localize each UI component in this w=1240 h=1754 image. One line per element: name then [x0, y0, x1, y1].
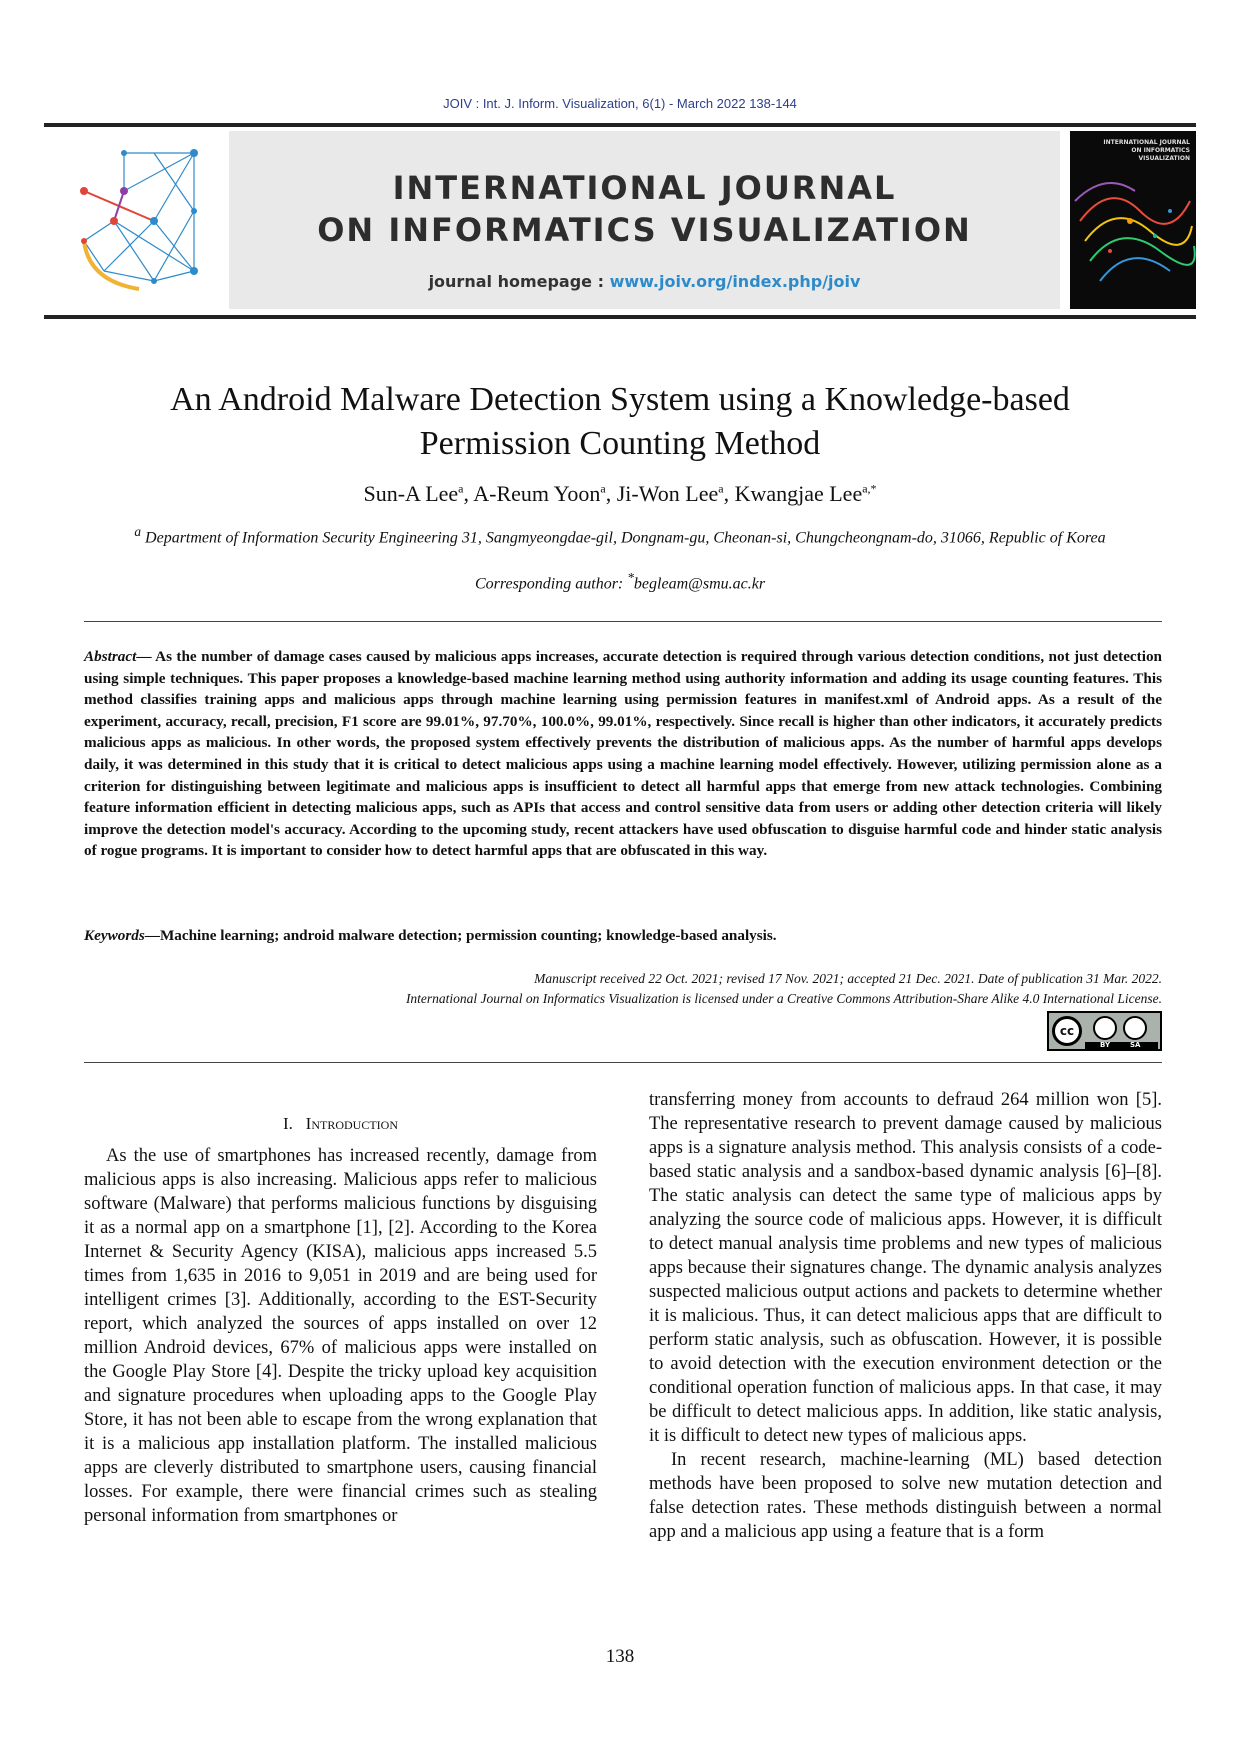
journal-reference: JOIV : Int. J. Inform. Visualization, 6(1) - March 2022 138-144	[443, 96, 797, 111]
abstract	[84, 646, 1162, 862]
paper-title-line1: An Android Malware Detection System using a Knowledge-based	[170, 381, 1070, 418]
page-number: 138	[605, 1646, 635, 1667]
journal-title-line2: ON INFORMATICS VISUALIZATION	[317, 211, 972, 249]
cc-license-badge[interactable]	[1047, 1011, 1162, 1051]
keywords	[84, 927, 1162, 945]
corresponding-author	[0, 570, 1240, 593]
journal-banner	[229, 131, 1060, 309]
affiliation-mark: a	[134, 524, 142, 539]
section-number: I.	[283, 1114, 293, 1133]
body-paragraph: In recent research, machine-learning (ML) based detection methods have been proposed to solve new mutation detection and false detection rates. These methods distinguish between a normal app and a malicious app using a feature that is a form	[649, 1450, 1162, 1542]
keywords-label: Keywords	[84, 927, 145, 944]
abstract-bottom-rule	[84, 1062, 1162, 1063]
attribution-icon	[1093, 1016, 1117, 1040]
paper-title	[0, 378, 1240, 466]
by-label: BY	[1100, 1041, 1111, 1049]
corresponding-mark: *	[627, 570, 634, 585]
license-statement: International Journal on Informatics Visualization is licensed under a Creative Commons Attribution-Share Alike 4.0 International License.	[405, 991, 1162, 1006]
author-affiliation-mark: a	[718, 481, 724, 496]
banner-top-rule	[44, 123, 1196, 127]
section-title: Introduction	[305, 1114, 398, 1133]
abstract-label: Abstract	[84, 648, 137, 665]
section-heading-introduction	[84, 1114, 597, 1134]
manuscript-dates: Manuscript received 22 Oct. 2021; revised 17 Nov. 2021; accepted 21 Dec. 2021. Date of publication 31 Mar. 2022.	[534, 971, 1162, 986]
author-name: Ji-Won Lee	[616, 481, 719, 506]
journal-logo	[44, 131, 224, 309]
corresponding-email[interactable]: begleam@smu.ac.kr	[633, 575, 766, 593]
affiliation	[120, 521, 1120, 548]
paper-title-line2: Permission Counting Method	[419, 425, 821, 462]
sa-label: SA	[1130, 1041, 1141, 1049]
license-label-bar	[1085, 1042, 1158, 1050]
abstract-dash: —	[136, 648, 156, 665]
journal-homepage	[229, 272, 1060, 291]
cc-icon: cc	[1052, 1016, 1082, 1046]
author-affiliation-mark: a	[600, 481, 606, 496]
right-column	[649, 1088, 1162, 1544]
homepage-link[interactable]: www.joiv.org/index.php/joiv	[609, 272, 861, 291]
cover-journal-name: INTERNATIONAL JOURNAL ON INFORMATICS VISUALIZATION	[1103, 139, 1190, 162]
abstract-text: As the number of damage cases caused by malicious apps increases, accurate detection is required through various detection conditions, not just detection using simple techniques. This paper proposes a knowledge-based machine learning method using authority information and adding its usage counting features. This method classifies training apps and malicious apps through machine learning using permission features in manifest.xml of Android apps. As a result of the experiment, accuracy, recall, precision, F1 score are 99.01%, 97.70%, 100.0%, 99.01%, respectively. Since recall is higher than other indicators, it accurately predicts malicious apps as malicious. In other words, the proposed system effectively prevents the distribution of malicious apps. As the number of harmful apps develops daily, it was determined in this study that it is critical to detect malicious apps using a machine learning model effectively. However, utilizing permission alone as a criterion for distinguishing between legitimate and malicious apps is insufficient to detect all harmful apps that emerge from new attack technologies. Combining feature information efficient in detecting malicious apps, such as APIs that access and control sensitive data from users or adding other detection criteria will likely improve the detection model's accuracy. According to the upcoming study, recent attackers have used obfuscation to disguise harmful code and hinder static analysis of rogue programs. It is important to consider how to detect harmful apps that are obfuscated in this way.	[84, 648, 1162, 860]
keywords-dash: —	[144, 927, 160, 944]
left-column	[84, 1144, 597, 1528]
author-list: Sun-A Lee$^a$, A-Reum Yoon$^a$, Ji-Won Lee$^a$, Kwangjae Lee$^{a,*}$	[363, 481, 877, 506]
journal-cover-image	[1070, 131, 1196, 309]
keywords-text: Machine learning; android malware detection; permission counting; knowledge-based analysis.	[159, 927, 777, 944]
author-affiliation-mark: a,*	[862, 481, 877, 496]
body-paragraph: transferring money from accounts to defraud 264 million won [5]. The representative research to prevent damage caused by malicious apps is a signature analysis method. This analysis consists of a code-based static analysis and a sandbox-based dynamic analysis [6]–[8]. The static analysis can detect the same type of malicious apps by analyzing the source code of malicious apps. However, it is difficult to detect manual analysis time problems and new types of malicious apps because their signatures change. The dynamic analysis analyzes suspected malicious output actions and packets to determine whether it is malicious. Thus, it can detect malicious apps that are difficult to perform static analysis, such as obfuscation. However, it is possible to avoid detection with the execution environment detection or the conditional operation function of malicious apps. In that case, it may be difficult to detect malicious apps. In addition, like static analysis, it is difficult to detect new types of malicious apps.	[649, 1090, 1162, 1446]
author-affiliation-mark: a	[458, 481, 464, 496]
share-alike-icon	[1123, 1016, 1147, 1040]
banner-bottom-rule	[44, 315, 1196, 319]
abstract-top-rule	[84, 621, 1162, 622]
homepage-label: journal homepage :	[428, 272, 604, 291]
author-name: Kwangjae Lee	[734, 481, 863, 506]
affiliation-text: Department of Information Security Engineering 31, Sangmyeongdae-gil, Dongnam-gu, Cheonan-si, Chungcheongnam-do, 31066, Republic of Korea	[145, 529, 1106, 547]
body-paragraph: As the use of smartphones has increased recently, damage from malicious apps is also increasing. Malicious apps refer to malicious software (Malware) that performs malicious functions by disguising it as a normal app on a smartphone [1], [2]. According to the Korea Internet & Security Agency (KISA), malicious apps increased 5.5 times from 1,635 in 2016 to 9,051 in 2019 and are being used for intelligent crimes [3]. Additionally, according to the EST-Security report, which analyzed the sources of apps installed on over 12 million Android devices, 67% of malicious apps were installed on the Google Play Store [4]. Despite the tricky upload key acquisition and signature procedures when uploading apps to the Google Play Store, it has not been able to escape from the wrong explanation that it is a malicious app installation platform. The installed malicious apps are cleverly distributed to smartphone users, causing financial losses. For example, there were financial crimes such as stealing personal information from smartphones or	[84, 1146, 597, 1526]
corresponding-label: Corresponding author:	[474, 575, 624, 593]
author-name: Sun-A Lee	[363, 481, 459, 506]
author-name: A-Reum Yoon	[473, 481, 601, 506]
journal-title-line1: INTERNATIONAL JOURNAL	[392, 169, 897, 207]
manuscript-info	[84, 969, 1162, 1009]
